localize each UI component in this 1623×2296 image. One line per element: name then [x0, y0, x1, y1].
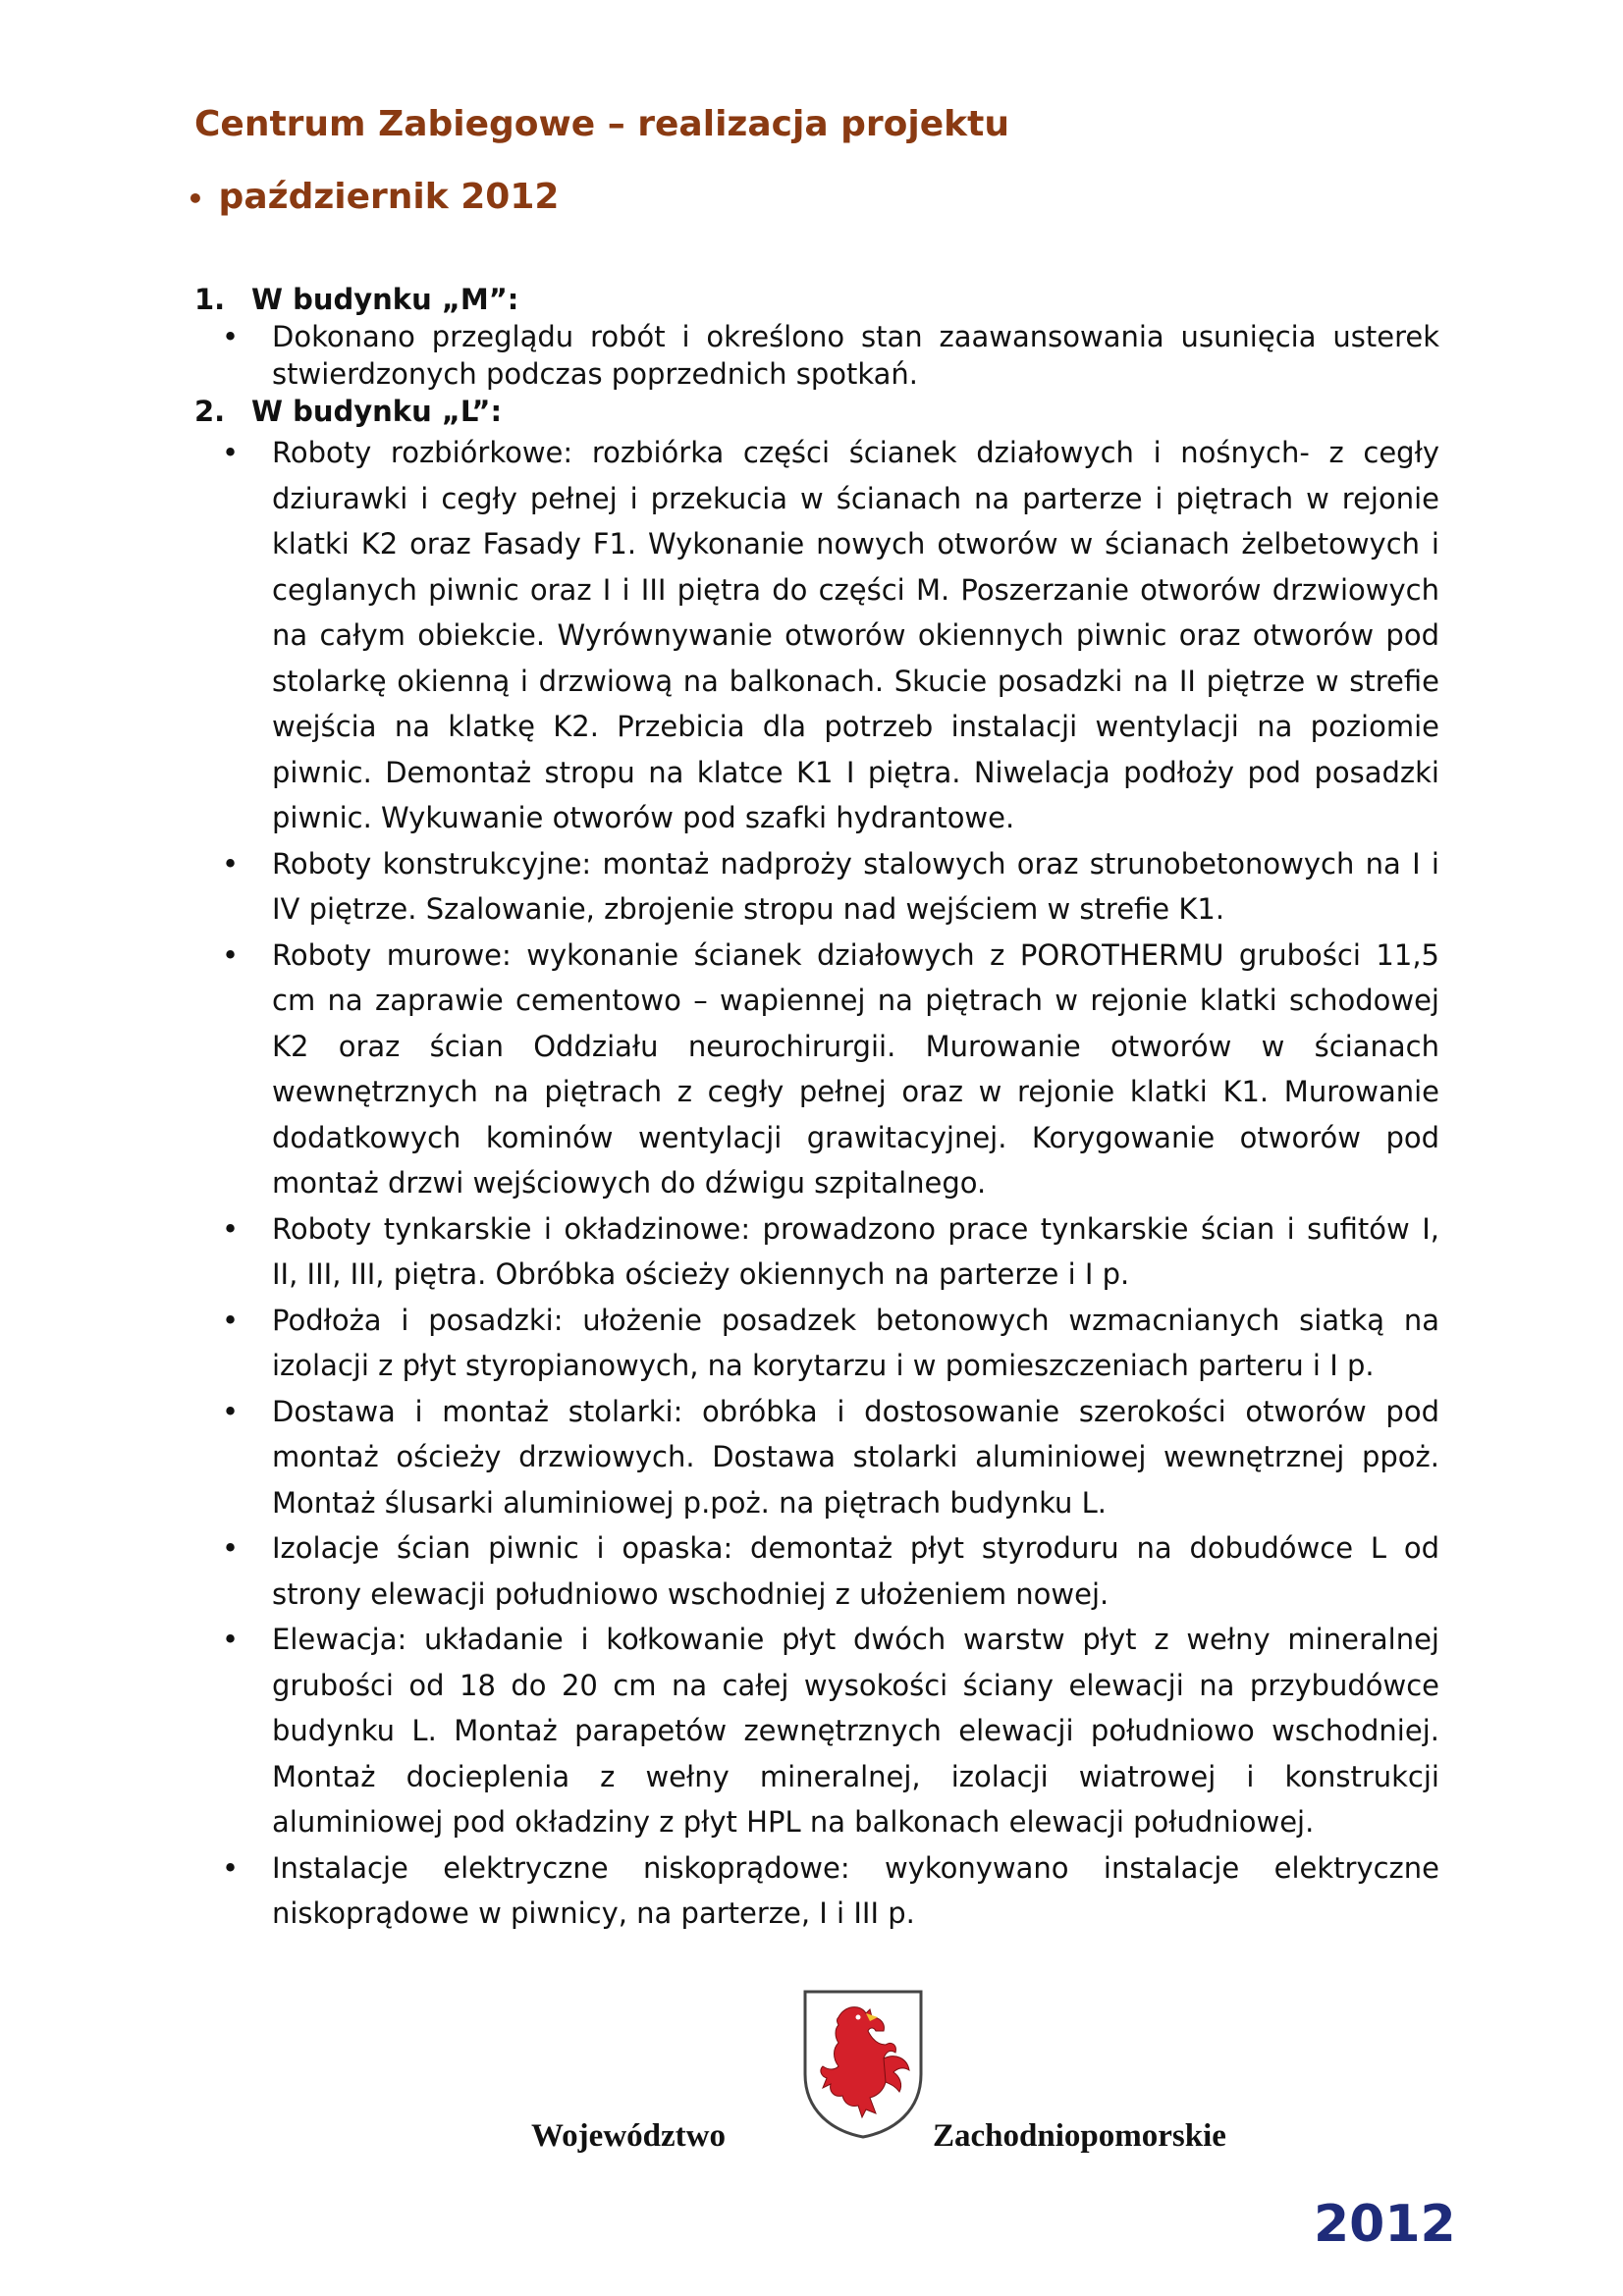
bullet-icon: •: [222, 1211, 240, 1246]
list-item-text: Instalacje elektryczne niskoprądowe: wykonywano instalacje elektryczne niskoprądowe w piwnicy, na parterze, I i III p.: [272, 1850, 1439, 1930]
page-subtitle: [187, 177, 559, 217]
list-item: [194, 1617, 1439, 1845]
bullet-icon: •: [222, 846, 240, 881]
section-heading: [194, 281, 1439, 318]
bullet-icon: •: [222, 1623, 240, 1656]
section-number: 2.: [194, 395, 226, 428]
bullet-icon: •: [222, 436, 240, 469]
section-title: W budynku „L”:: [251, 395, 503, 428]
footer-voivodeship-label: Województwo: [531, 2118, 726, 2154]
list-item: [194, 1525, 1439, 1617]
report-content: [194, 281, 1439, 1937]
bullet-icon: •: [222, 1303, 240, 1337]
list-item-text: Izolacje ścian piwnic i opaska: demontaż płyt styroduru na dobudówce L od strony elewacji południowo wschodniej z ułożeniem nowej.: [272, 1531, 1439, 1611]
bullet-icon: •: [222, 1850, 240, 1885]
section-heading: [194, 393, 1439, 430]
list-item-text: Podłoża i posadzki: ułożenie posadzek betonowych wzmacnianych siatką na izolacji z płyt styropianowych, na korytarzu i w pomieszczeniach parteru i I p.: [272, 1303, 1439, 1382]
footer-region-label: Zachodniopomorskie: [933, 2118, 1226, 2154]
list-item: [194, 841, 1439, 933]
page-title: Centrum Zabiegowe – realizacja projektu: [194, 104, 1009, 144]
bullet-icon: •: [222, 1531, 240, 1565]
list-item: [194, 1206, 1439, 1298]
list-item-text: Roboty murowe: wykonanie ścianek działowych z POROTHERMU grubości 11,5 cm na zaprawie cementowo – wapiennej na piętrach w rejonie klatki schodowej K2 oraz ścian Oddziału neurochirurgii. Murowanie otworów w ścianach wewnętrznych na piętrach z cegły pełnej oraz w rejonie klatki K1. Murowanie dodatkowych kominów wentylacji grawitacyjnej. Korygowanie otworów pod montaż drzwi wejściowych do dźwigu szpitalnego.: [272, 937, 1439, 1200]
section-number: 1.: [194, 283, 226, 316]
bullet-icon: •: [222, 1394, 240, 1428]
list-item: [194, 1389, 1439, 1526]
section-building-l: [194, 393, 1439, 1937]
list-item-text: Dokonano przeglądu robót i określono stan zaawansowania usunięcia usterek stwierdzonych podczas poprzednich spotkań.: [272, 320, 1439, 391]
list-item-text: Roboty tynkarskie i okładzinowe: prowadzono prace tynkarskie ścian i sufitów I, II, III, III, piętra. Obróbka ościeży okiennych na parterze i I p.: [272, 1211, 1439, 1291]
footer-year: 2012: [1314, 2195, 1456, 2254]
list-item-text: Elewacja: układanie i kołkowanie płyt dwóch warstw płyt z wełny mineralnej grubości od 18 do 20 cm na całej wysokości ściany elewacji na przybudówce budynku L. Montaż parapetów zewnętrznych elewacji południowo wschodniej. Montaż docieplenia z wełny mineralnej, izolacji wiatrowej i konstrukcji aluminiowej pod okładziny z płyt HPL na balkonach elewacji południowej.: [272, 1623, 1439, 1839]
section-title: W budynku „M”:: [251, 283, 519, 316]
bullet-icon: •: [222, 320, 240, 353]
section-building-m: [194, 281, 1439, 393]
list-item-text: Roboty rozbiórkowe: rozbiórka części ścianek działowych i nośnych- z cegły dziurawki i cegły pełnej i przekucia w ścianach na parterze i piętrach w rejonie klatki K2 oraz Fasady F1. Wykonanie nowych otworów w ścianach żelbetowych i ceglanych piwnic oraz I i III piętra do części M. Poszerzanie otworów drzwiowych na całym obiekcie. Wyrównywanie otworów okiennych piwnic oraz otworów pod stolarkę okienną i drzwiową na balkonach. Skucie posadzki na II piętrze w strefie wejścia na klatkę K2. Przebicia dla potrzeb instalacji wentylacji na poziomie piwnic. Demontaż stropu na klatce K1 I piętra. Niwelacja podłoży pod posadzki piwnic. Wykuwanie otworów pod szafki hydrantowe.: [272, 436, 1439, 834]
list-item-text: Dostawa i montaż stolarki: obróbka i dostosowanie szerokości otworów pod montaż ościeży drzwiowych. Dostawa stolarki aluminiowej wewnętrznej ppoż. Montaż ślusarki aluminiowej p.poż. na piętrach budynku L.: [272, 1394, 1439, 1520]
list-item: [194, 1845, 1439, 1937]
griffin-crest-icon: [801, 1988, 925, 2140]
subtitle-text: październik 2012: [218, 177, 560, 217]
list-item: [194, 933, 1439, 1206]
list-item: [194, 1298, 1439, 1389]
list-item-text: Roboty konstrukcyjne: montaż nadproży stalowych oraz strunobetonowych na I i IV piętrze. Szalowanie, zbrojenie stropu nad wejściem w strefie K1.: [272, 846, 1439, 926]
list-item: [194, 430, 1439, 841]
list-item: [194, 318, 1439, 393]
subtitle-bullet: •: [187, 182, 204, 215]
bullet-icon: •: [222, 937, 240, 972]
